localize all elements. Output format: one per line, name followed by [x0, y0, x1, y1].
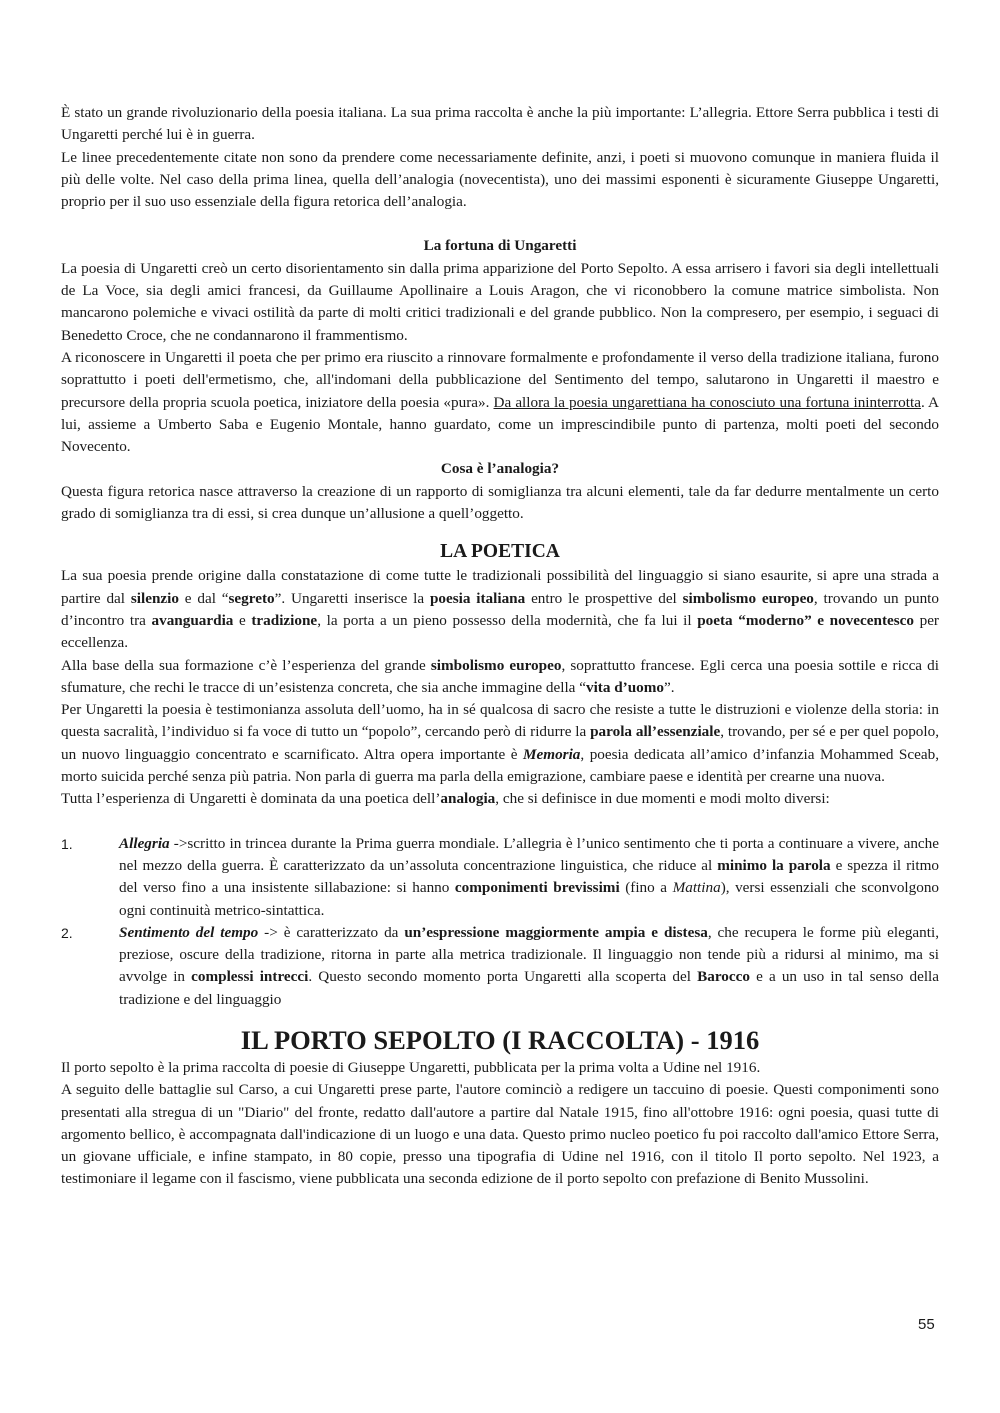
text-span: ), versi essenziali che sconvolgono ogni continuità metrico-sintattica.: [119, 879, 940, 919]
bold-text: segreto: [228, 589, 275, 607]
bold-text: un’espressione maggiormente ampia e distesa: [404, 923, 708, 941]
list-number: 1.: [61, 835, 73, 852]
fortuna-heading: La fortuna di Ungaretti: [423, 237, 577, 255]
bold-text: simbolismo europeo: [682, 589, 814, 607]
italic-text: Mattina: [672, 879, 721, 897]
text-span: ->scritto in trincea durante la Prima guerra mondiale. L’allegria è l’unico sentimento che ti porta a continuare a vivere, anche nel mezzo della guerra. È caratterizzato da un’assoluta concentrazione linguistica, che riduce al: [119, 834, 939, 874]
porto-paragraph-1: Il porto sepolto è la prima raccolta di poesie di Giuseppe Ungaretti, pubblicata per la prima volta a Udine nel 1916.: [61, 1058, 761, 1076]
text-span: , la porta a un pieno possesso della modernità, che fa lui il: [317, 611, 698, 629]
list-item: [61, 922, 939, 1011]
text-span: , poesia dedicata all’amico d’infanzia Mohammed Sceab, morto suicida perché senza più patria. Non parla di guerra ma parla della emigrazione, cambiare paese e identità per crearne una nuova.: [61, 745, 939, 786]
text-span: , trovando, per sé e per quel popolo, un nuovo linguaggio concentrato e scarnificato. Altra opera importante è: [61, 723, 939, 763]
porto-sepolto-heading: IL PORTO SEPOLTO (I RACCOLTA) - 1916: [240, 1024, 760, 1055]
text-span: La sua poesia prende origine dalla constatazione di come tutte le tradizionali possibilità del linguaggio si siano esaurite, si apre una strada a partire dal: [61, 567, 939, 607]
intro-paragraph-1: È stato un grande rivoluzionario della poesia italiana. La sua prima raccolta è anche la più importante: L’allegria. Ettore Serra pubblica i testi di Ungaretti perché lui è in guerra.: [61, 104, 939, 144]
text-span: Alla base della sua formazione c’è l’esperienza del grande: [61, 656, 431, 674]
bold-text: poesia italiana: [429, 589, 526, 607]
porto-paragraph-2: A seguito delle battaglie sul Carso, a cui Ungaretti prese parte, l'autore cominciò a redigere un taccuino di poesie. Questi componimenti sono presentati alla stregua di un "Diario" del fronte, redatto dall'autore a partire dal Natale 1915, fino all'ottobre 1916: ogni poesia, quasi tutte di argomento bellico, è accompagnata dall'indicazione di un luogo e una data. Questo primo nucleo poetico fu poi raccolto dall'amico Ettore Serra, un giovane ufficiale, e infine stampato, in 80 copie, presso una tipografia di Udine nel 1916, con il titolo Il porto sepolto. Nel 1923, a testimoniare il legame con il fascismo, viene pubblicata una seconda edizione de il porto sepolto con prefazione di Benito Mussolini.: [61, 1081, 939, 1188]
poetica-paragraph-2: [61, 655, 939, 700]
text-span: ”.: [664, 678, 675, 696]
text-span: , che si definisce in due momenti e modi molto diversi:: [495, 790, 830, 808]
spacer: [61, 525, 939, 539]
text-span: Per Ungaretti la poesia è testimonianza assoluta dell’uomo, ha in sé qualcosa di sacro che resiste a tutte le distruzioni e violenze della storia: in questa sacralità, l’individuo si fa voce di tutto un “popolo”, cercando però di ridurre la: [61, 701, 939, 741]
intro-paragraph-2: Le linee precedentemente citate non sono da prendere come necessariamente definite, anzi, i poeti si muovono comunque in maniera fluida il più delle volte. Nel caso della prima linea, quella dell’analogia (novecentista), uno dei massimi esponenti è sicuramente Giuseppe Ungaretti, proprio per il suo uso essenziale della figura retorica dell’analogia.: [61, 148, 939, 211]
numbered-list: [61, 833, 939, 1011]
text-span: e dal “: [178, 589, 229, 607]
spacer: [61, 213, 939, 235]
bold-text: vita d’uomo: [585, 678, 665, 696]
list-item: [61, 833, 939, 922]
bold-text: parola all’essenziale: [590, 723, 721, 741]
text-span: . A lui, assieme a Umberto Saba e Eugenio Montale, hanno guardato, come un imprescindibile punto di partenza, molti poeti del secondo Novecento.: [61, 393, 939, 456]
fortuna-paragraph-1: La poesia di Ungaretti creò un certo disorientamento sin dalla prima apparizione del Porto Sepolto. A essa arrisero i favori sia degli intellettuali de La Voce, sia degli amici francesi, da Guillaume Apollinaire a Louis Aragon, che vi riconobbero la comune matrice simbolista. Non mancarono polemiche e vivaci ostilità da parte di molti critici tradizionali e del grande pubblico. Non la compresero, per esempio, i seguaci di Benedetto Croce, che ne condannarono il frammentismo.: [61, 259, 939, 344]
text-span: (fino a: [619, 879, 673, 897]
bold-text: componimenti brevissimi: [454, 879, 620, 897]
spacer: [61, 811, 939, 833]
page-content: [61, 102, 939, 1191]
text-span: entro le prospettive del: [525, 589, 683, 607]
fortuna-paragraph-2: [61, 347, 939, 458]
bold-text: analogia: [440, 790, 496, 808]
bold-text: complessi intrecci: [191, 968, 309, 986]
poetica-paragraph-4: [61, 788, 939, 810]
bold-italic-text: Allegria: [119, 834, 170, 852]
bold-text: avanguardia: [151, 611, 234, 629]
bold-text: tradizione: [251, 611, 318, 629]
text-span: e: [233, 611, 252, 629]
text-span: per eccellenza.: [61, 611, 939, 652]
text-span: e spezza il ritmo del verso fino a una insistente sillabazione: si hanno: [119, 856, 939, 897]
text-span: -> è caratterizzato da: [258, 923, 405, 941]
bold-text: simbolismo europeo: [430, 656, 562, 674]
bold-text: silenzio: [130, 589, 179, 607]
text-span: Tutta l’esperienza di Ungaretti è dominata da una poetica dell’: [61, 790, 441, 808]
analogia-heading: Cosa è l’analogia?: [440, 460, 560, 478]
poetica-heading: LA POETICA: [440, 541, 560, 563]
spacer: [61, 1011, 939, 1023]
text-span: ”. Ungaretti inserisce la: [274, 589, 430, 607]
text-span: A riconoscere in Ungaretti il poeta che per primo era riuscito a rinnovare formalmente e profondamente il verso della tradizione italiana, furono soprattutto i poeti dell'ermetismo, che, all'indomani della pubblicazione del Sentimento del tempo, salutarono in Ungaretti il maestro e precursore della propria scuola poetica, iniziatore della poesia «pura».: [61, 348, 939, 411]
bold-text: minimo la parola: [717, 856, 831, 874]
poetica-paragraph-1: [61, 565, 939, 654]
list-number: 2.: [61, 924, 73, 941]
bold-italic-text: Memoria: [523, 745, 581, 763]
bold-text: poeta “moderno” e novecentesco: [697, 611, 914, 629]
text-span: e a un uso in tal senso della tradizione e del linguaggio: [119, 968, 940, 1008]
text-span: , che recupera le forme più eleganti, preziose, oscure della tradizione, ritorna in parte alla metrica tradizionale. Il linguaggio non tende più a ridursi al minimo, ma si avvolge in: [119, 923, 939, 986]
text-span: , trovando un punto d’incontro tra: [61, 589, 939, 629]
underlined-text: Da allora la poesia ungarettiana ha conosciuto una fortuna ininterrotta: [493, 393, 921, 411]
analogia-paragraph: Questa figura retorica nasce attraverso la creazione di un rapporto di somiglianza tra alcuni elementi, tale da far dedurre mentalmente un certo grado di somiglianza tra di essi, si crea dunque un’allusione a quell’oggetto.: [61, 482, 939, 523]
page-number: 55: [918, 1316, 935, 1333]
bold-italic-text: Sentimento del tempo: [119, 923, 259, 941]
bold-text: Barocco: [697, 968, 750, 986]
text-span: , soprattutto francese. Egli cerca una poesia sottile e ricca di sfumature, che rechi le tracce di un’esistenza concreta, che sia anche immagine della “: [61, 656, 939, 696]
poetica-paragraph-3: [61, 699, 939, 788]
text-span: . Questo secondo momento porta Ungaretti alla scoperta del: [308, 968, 698, 986]
